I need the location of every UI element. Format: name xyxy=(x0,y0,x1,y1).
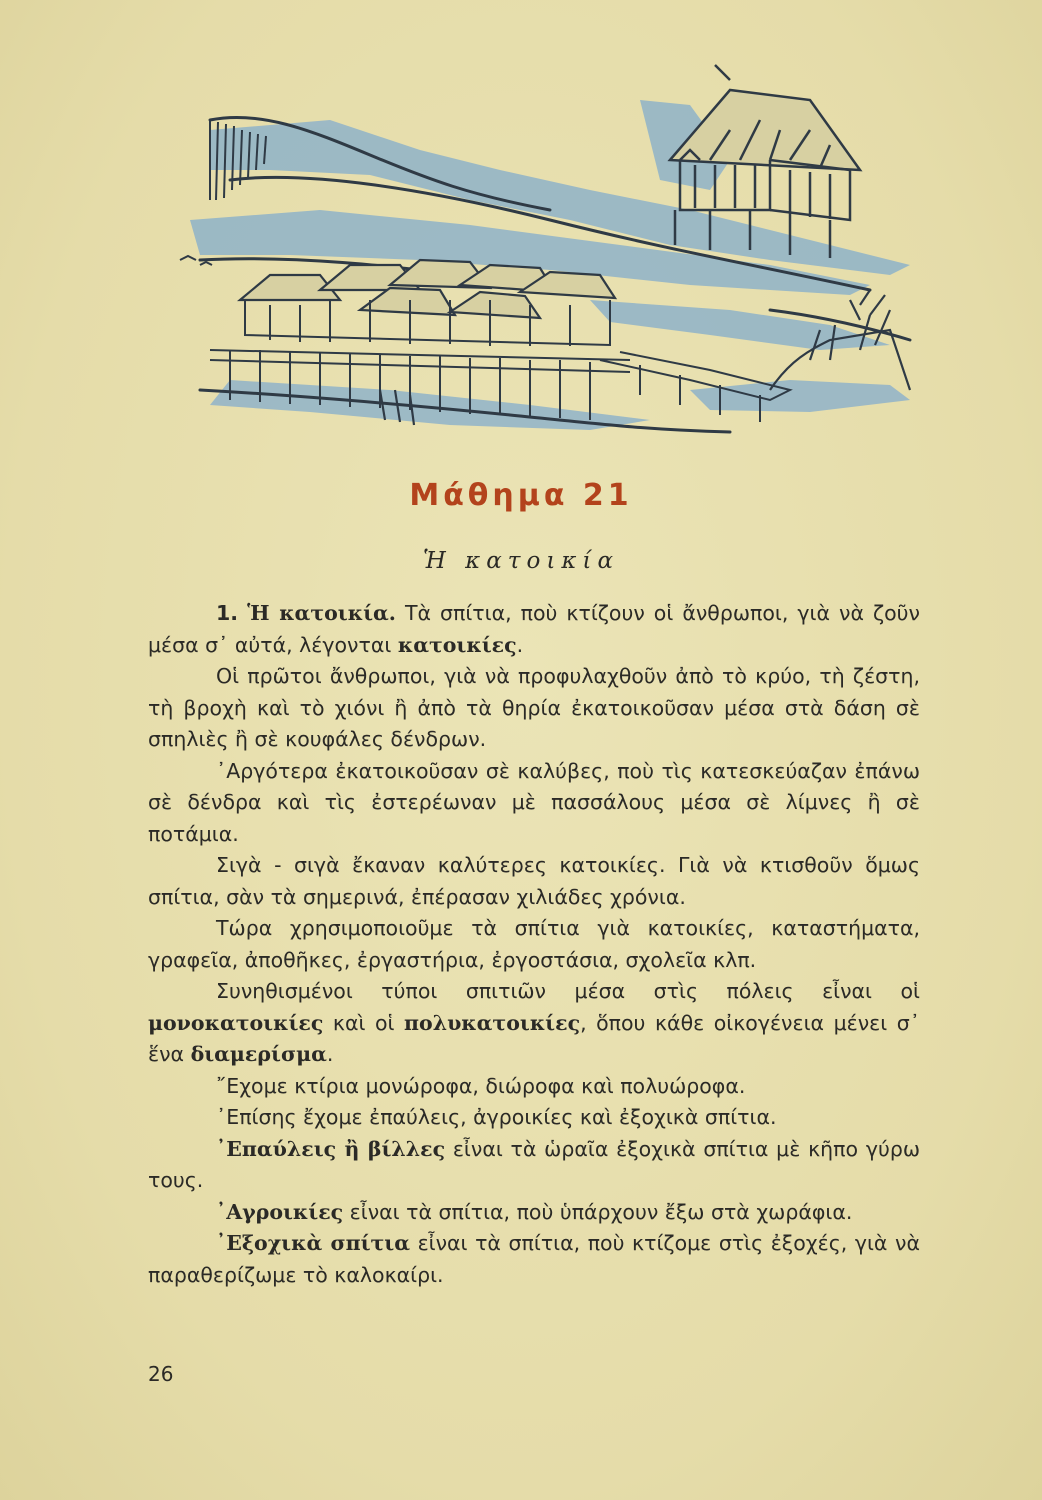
paragraph-text: Συνηθισμένοι τύποι σπιτιῶν μέσα στὶς πόλεις εἶναι οἱ xyxy=(216,979,920,1003)
key-term: ᾿Αγροικίες xyxy=(216,1199,344,1224)
key-term: διαμερίσμα xyxy=(190,1042,327,1066)
paragraph-9 xyxy=(148,1134,920,1197)
key-term: κατοικίες xyxy=(397,632,517,657)
key-term: μονοκατοικίες xyxy=(148,1010,324,1035)
section-term: Ἡ κατοικία. xyxy=(247,601,396,625)
paragraph-text: εἶναι τὰ ὡραῖα ἐξοχικὰ σπίτια μὲ κῆπο γύρω τους. xyxy=(148,1136,920,1192)
paragraph-11 xyxy=(148,1228,920,1291)
lake-dwelling-illustration xyxy=(170,60,930,460)
lesson-title: Μάθημα 21 xyxy=(409,478,633,513)
section-number: 1. xyxy=(216,601,239,625)
paragraph-7: ῎Εχομε κτίρια μονώροφα, διώροφα καὶ πολυώροφα. xyxy=(216,1073,746,1098)
paragraph-3: ᾿Αργότερα ἐκατοικοῦσαν σὲ καλύβες, ποὺ τὶς κατεσκεύαζαν ἐπάνω σὲ δένδρα καὶ τὶς ἐστερέωναν μὲ πασσάλους μέσα σὲ λίμνες ἢ σὲ ποτάμια. xyxy=(148,758,920,846)
paragraph-2: Οἱ πρῶτοι ἄνθρωποι, γιὰ νὰ προφυλαχθοῦν ἀπὸ τὸ κρύο, τὴ ζέστη, τὴ βροχὴ καὶ τὸ χιόνι ἢ ἀπὸ τὰ θηρία ἐκατοικοῦσαν μέσα στὰ δάση σὲ σπηλιὲς ἢ σὲ κουφάλες δένδρων. xyxy=(148,664,920,751)
key-term: ᾿Επαύλεις ἢ βίλλες xyxy=(216,1136,446,1161)
paragraph-10 xyxy=(148,1197,920,1229)
paragraph-text: εἶναι τὰ σπίτια, ποὺ ὑπάρχουν ἔξω στὰ χωράφια. xyxy=(343,1199,853,1224)
paragraph-text: καὶ οἱ xyxy=(323,1010,405,1035)
paragraph-text: εἶναι τὰ σπίτια, ποὺ κτίζομε στὶς ἐξοχές, γιὰ νὰ παραθερίζωμε τὸ καλοκαίρι. xyxy=(148,1231,920,1287)
paragraph-text: . xyxy=(516,632,524,657)
paragraph-4: Σιγὰ - σιγὰ ἔκαναν καλύτερες κατοικίες. Γιὰ νὰ κτισθοῦν ὅμως σπίτια, σὰν τὰ σημερινά, ἐπέρασαν χιλιάδες χρόνια. xyxy=(148,853,920,909)
paragraph-6 xyxy=(148,976,920,1071)
paragraph-text: Τὰ σπίτια, ποὺ κτίζουν οἱ ἄνθρωποι, γιὰ νὰ ζοῦν μέσα σ᾿ αὐτά, λέγονται xyxy=(148,601,920,657)
paragraph-text: , ὅπου κάθε οἰκογένεια μένει σ᾿ ἕνα xyxy=(148,1010,920,1066)
paragraph-5: Τώρα χρησιμοποιοῦμε τὰ σπίτια γιὰ κατοικίες, καταστήματα, γραφεῖα, ἀποθῆκες, ἐργαστήρια, ἐργοστάσια, σχολεῖα κλπ. xyxy=(148,916,920,972)
lesson-subtitle: Ἡ κατοικία xyxy=(423,548,619,574)
paragraph-8: ᾿Επίσης ἔχομε ἐπαύλεις, ἀγροικίες καὶ ἐξοχικὰ σπίτια. xyxy=(216,1105,777,1129)
paragraph-1 xyxy=(148,598,920,661)
page-number: 26 xyxy=(148,1362,174,1386)
key-term: πολυκατοικίες xyxy=(404,1010,581,1035)
lesson-body xyxy=(148,598,920,1291)
paragraph-text: . xyxy=(326,1042,334,1066)
key-term: ᾿Εξοχικὰ σπίτια xyxy=(216,1231,410,1255)
